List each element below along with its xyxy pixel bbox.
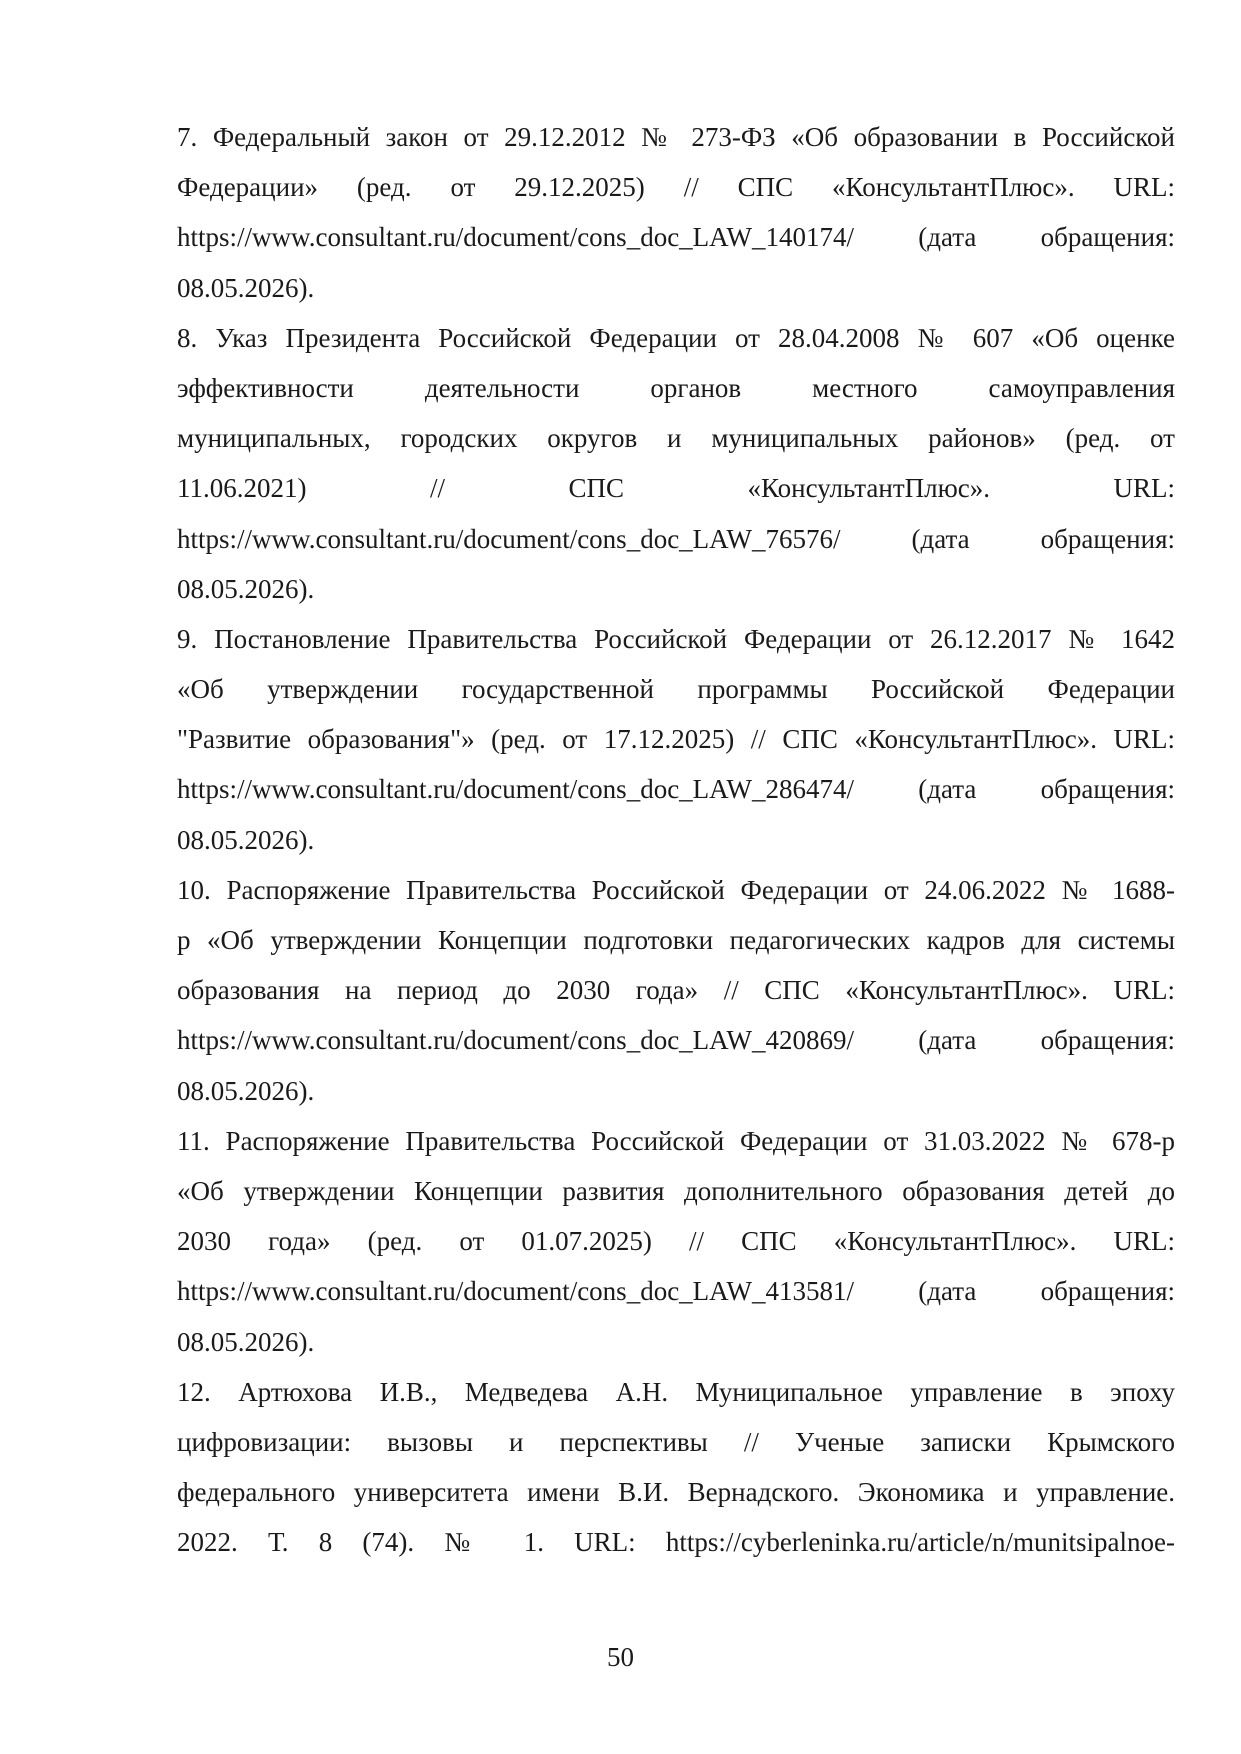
reference-line: Федерации» (ред. от 29.12.2025) // СПС «КонсультантПлюс». URL: [177,172,1175,203]
reference-line: https://www.consultant.ru/document/cons_doc_LAW_140174/ (дата обращения: [177,222,1175,253]
reference-line: 08.05.2026). [177,272,315,303]
reference-line: цифровизации: вызовы и перспективы // Ученые записки Крымского [177,1426,1175,1457]
reference-line: 2022. Т. 8 (74). № 1. URL: https://cyberleninka.ru/article/n/munitsipalnoe- [177,1527,1175,1558]
reference-line: «Об утверждении государственной программы Российской Федерации [177,674,1175,705]
reference-line: 08.05.2026). [177,1326,315,1357]
references-list [177,112,1175,1567]
reference-line: "Развитие образования"» (ред. от 17.12.2025) // СПС «КонсультантПлюс». URL: [177,724,1175,755]
page-number: 50 [607,1642,634,1672]
reference-line: 9. Постановление Правительства Российской Федерации от 26.12.2017 № 1642 [177,623,1175,654]
reference-line: 7. Федеральный закон от 29.12.2012 № 273-ФЗ «Об образовании в Российской [177,122,1175,152]
reference-line: https://www.consultant.ru/document/cons_doc_LAW_286474/ (дата обращения: [177,774,1175,805]
reference-line: 12. Артюхова И.В., Медведева А.Н. Муниципальное управление в эпоху [177,1376,1175,1407]
reference-line: https://www.consultant.ru/document/cons_doc_LAW_413581/ (дата обращения: [177,1276,1175,1307]
reference-line: федерального университета имени В.И. Вернадского. Экономика и управление. [177,1477,1175,1508]
reference-line: 10. Распоряжение Правительства Российской Федерации от 24.06.2022 № 1688- [177,874,1175,905]
reference-line: 2030 года» (ред. от 01.07.2025) // СПС «КонсультантПлюс». URL: [177,1226,1175,1257]
reference-line: 08.05.2026). [177,1075,315,1106]
reference-line: 11. Распоряжение Правительства Российской Федерации от 31.03.2022 № 678-р [177,1125,1175,1156]
reference-line: 11.06.2021) // СПС «КонсультантПлюс». URL: [177,473,1175,504]
reference-line: эффективности деятельности органов местного самоуправления [177,372,1175,403]
reference-line: 8. Указ Президента Российской Федерации от 28.04.2008 № 607 «Об оценке [177,322,1175,353]
reference-line: «Об утверждении Концепции развития дополнительного образования детей до [177,1175,1175,1206]
reference-line: 08.05.2026). [177,824,315,855]
reference-line: р «Об утверждении Концепции подготовки педагогических кадров для системы [177,925,1175,955]
reference-line: образования на период до 2030 года» // СПС «КонсультантПлюс». URL: [177,975,1175,1006]
reference-line: https://www.consultant.ru/document/cons_doc_LAW_420869/ (дата обращения: [177,1025,1175,1056]
reference-line: https://www.consultant.ru/document/cons_doc_LAW_76576/ (дата обращения: [177,523,1175,554]
reference-line: 08.05.2026). [177,573,315,604]
reference-line: муниципальных, городских округов и муниципальных районов» (ред. от [177,423,1175,454]
